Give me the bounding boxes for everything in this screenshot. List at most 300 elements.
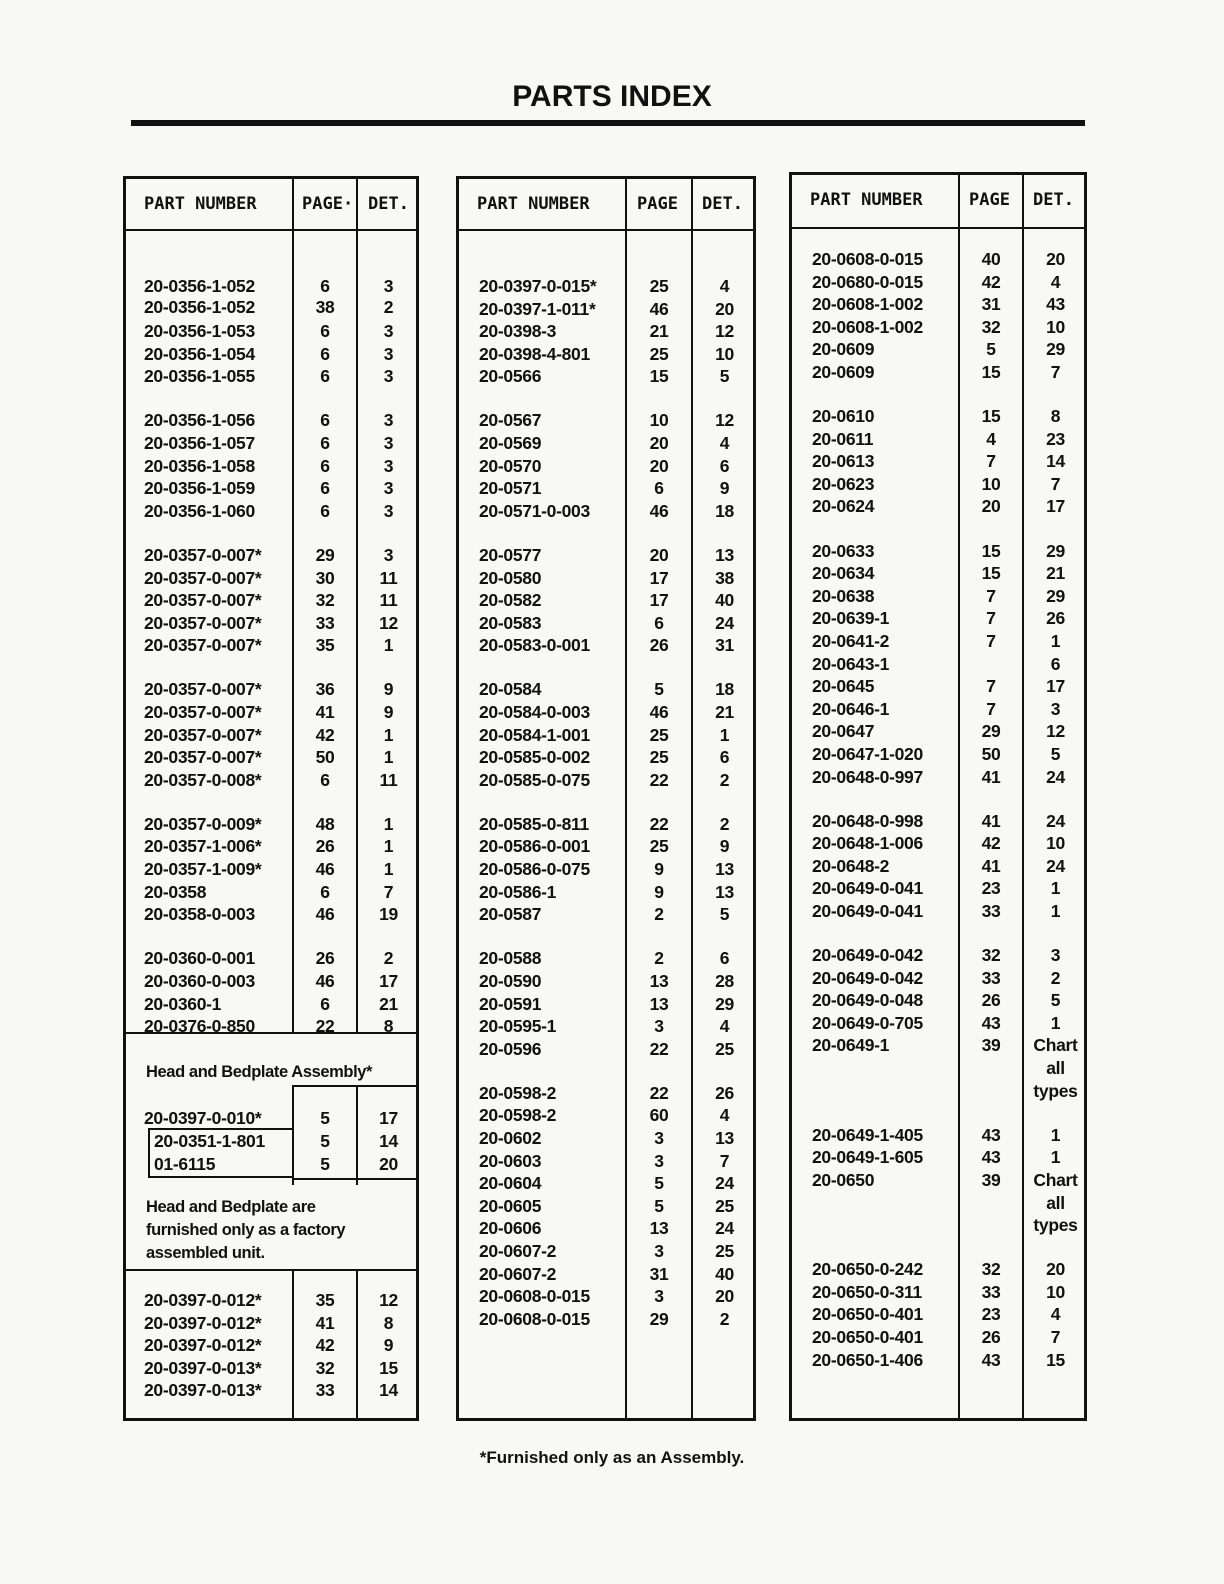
cell-part: 20-0357-0-007* (144, 612, 262, 633)
cell-det: 17 (379, 1108, 398, 1128)
cell-page: 50 (315, 747, 335, 768)
cell-part: 20-0586-0-075 (479, 859, 590, 880)
cell-det: 5 (719, 366, 730, 387)
cell-det: 4 (719, 276, 730, 296)
cell-page: 25 (649, 747, 669, 768)
cell-page: 5 (320, 1108, 330, 1128)
cell-part: 20-0649-0-048 (812, 990, 923, 1011)
cell-page: 6 (320, 366, 330, 387)
cell-part: 20-0639-1 (812, 608, 890, 629)
cell-page: 40 (981, 249, 1001, 269)
cell-det: 10 (1046, 1281, 1065, 1302)
cell-page: 42 (315, 724, 335, 745)
cell-det: 24 (1046, 766, 1065, 787)
cell-part: 20-0577 (479, 544, 542, 565)
cell-page: 42 (315, 1335, 335, 1356)
cell-det: 24 (715, 612, 734, 633)
cell-det: 1 (1050, 901, 1061, 921)
cell-det: 1 (1050, 1124, 1061, 1145)
cell-det: all (1046, 1058, 1065, 1079)
cell-det: 18 (715, 500, 734, 521)
cell-det: 20 (379, 1154, 398, 1174)
cell-part: 20-0590 (479, 970, 542, 991)
cell-page: 9 (654, 881, 664, 902)
cell-det: 6 (1050, 653, 1061, 674)
cell-page: 39 (981, 1169, 1001, 1190)
cell-part: 20-0649-1-405 (812, 1124, 923, 1145)
cell-page: 41 (981, 810, 1001, 831)
cell-part: 20-0604 (479, 1173, 542, 1194)
cell-page: 41 (981, 766, 1001, 787)
cell-det: 2 (719, 1308, 730, 1329)
cell-page: 22 (649, 1082, 669, 1103)
cell-det: 11 (379, 567, 398, 588)
cell-page: 17 (649, 567, 669, 588)
cell-part: 20-0397-0-012* (144, 1312, 262, 1333)
cell-page: 33 (981, 967, 1001, 988)
cell-part: 20-0608-1-002 (812, 316, 923, 337)
cell-part: 01-6115 (154, 1154, 216, 1174)
cell-det: types (1033, 1080, 1078, 1101)
cell-page: 6 (320, 455, 330, 476)
cell-part: 20-0356-1-056 (144, 410, 255, 431)
header-divider (459, 229, 753, 231)
cell-page: 6 (320, 881, 330, 902)
cell-det: 13 (715, 544, 734, 565)
cell-part: 20-0648-0-998 (812, 810, 923, 831)
cell-det: 4 (719, 1016, 730, 1037)
cell-part: 20-0397-0-010* (144, 1108, 262, 1128)
cell-det: 3 (1050, 698, 1061, 719)
cell-part: 20-0356-1-058 (144, 455, 255, 476)
cell-page: 6 (320, 500, 330, 521)
cell-det: 11 (379, 769, 398, 790)
cell-part: 20-0634 (812, 563, 875, 584)
cell-page: 26 (649, 635, 669, 656)
parts-table-2 (456, 176, 756, 1421)
cell-det: 13 (715, 881, 734, 902)
cell-part: 20-0596 (479, 1038, 542, 1059)
cell-det: 20 (1046, 249, 1065, 269)
header-det: DET. (702, 194, 743, 214)
cell-page: 41 (315, 702, 335, 722)
cell-page: 46 (315, 859, 335, 880)
cell-part: 20-0650-0-311 (812, 1281, 922, 1302)
cell-page: 25 (649, 343, 669, 364)
cell-page: 46 (315, 970, 335, 991)
cell-part: 20-0607-2 (479, 1241, 557, 1262)
cell-page: 33 (981, 901, 1001, 921)
cell-det: 3 (383, 433, 394, 454)
cell-page: 6 (320, 769, 330, 790)
cell-det: types (1033, 1215, 1078, 1236)
cell-page: 15 (981, 406, 1001, 427)
cell-page: 60 (649, 1105, 669, 1126)
cell-part: 20-0649-0-042 (812, 945, 923, 966)
cell-det: 19 (379, 904, 398, 925)
cell-page: 2 (654, 948, 664, 969)
cell-det: 12 (1046, 721, 1065, 742)
cell-det: 1 (383, 859, 394, 880)
cell-part: 20-0641-2 (812, 630, 890, 651)
cell-page: 41 (981, 855, 1001, 876)
cell-det: 7 (383, 881, 394, 902)
assembly-note-line: furnished only as a factory (146, 1221, 346, 1239)
cell-page: 17 (649, 590, 669, 611)
cell-det: 11 (379, 590, 398, 611)
cell-det: 43 (1046, 294, 1065, 315)
cell-det: 13 (715, 1128, 734, 1149)
cell-det: Chart (1033, 1035, 1078, 1056)
cell-page: 31 (981, 294, 1001, 315)
cell-det: 15 (379, 1357, 398, 1378)
cell-page: 20 (649, 433, 669, 454)
cell-page: 29 (315, 544, 335, 565)
cell-det: 1 (1050, 630, 1061, 651)
header-divider (126, 229, 416, 231)
cell-page: 3 (654, 1286, 664, 1307)
cell-page: 7 (986, 608, 996, 629)
cell-part: 20-0649-0-705 (812, 1012, 923, 1033)
cell-page: 2 (654, 904, 664, 925)
cell-page: 22 (649, 1038, 669, 1059)
cell-part: 20-0650-1-406 (812, 1349, 923, 1370)
cell-part: 20-0608-0-015 (479, 1308, 590, 1329)
cell-page: 46 (649, 298, 669, 319)
cell-part: 20-0584 (479, 679, 542, 700)
cell-part: 20-0586-0-001 (479, 836, 590, 857)
cell-det: 1 (383, 813, 394, 834)
cell-part: 20-0603 (479, 1150, 542, 1171)
cell-page: 6 (320, 433, 330, 454)
cell-part: 20-0360-1 (144, 993, 222, 1014)
cell-page: 26 (315, 948, 335, 969)
cell-page: 32 (315, 1357, 335, 1378)
header-det: DET. (368, 194, 409, 214)
cell-part: 20-0585-0-811 (479, 813, 589, 834)
cell-det: 21 (379, 993, 398, 1014)
assembly-rows-bottom-rule (292, 1178, 416, 1180)
cell-page: 9 (654, 859, 664, 880)
cell-page: 33 (981, 1281, 1001, 1302)
cell-page: 33 (315, 612, 335, 633)
cell-det: 2 (383, 948, 394, 969)
cell-part: 20-0608-1-002 (812, 294, 923, 315)
cell-part: 20-0645 (812, 676, 875, 697)
cell-part: 20-0398-4-801 (479, 343, 590, 364)
cell-det: 3 (383, 410, 394, 431)
cell-det: 9 (383, 1335, 394, 1356)
title-rule (131, 120, 1085, 126)
cell-part: 20-0356-1-054 (144, 343, 255, 364)
cell-det: 1 (1050, 1147, 1061, 1168)
assembly-bottom-rule (126, 1269, 416, 1271)
cell-part: 20-0648-0-997 (812, 766, 923, 787)
header-page: PAGE (637, 194, 678, 214)
cell-page: 10 (649, 410, 669, 431)
cell-part: 20-0595-1 (479, 1016, 557, 1037)
cell-page: 25 (649, 724, 669, 745)
cell-det: 13 (715, 859, 734, 880)
cell-part: 20-0357-0-007* (144, 702, 262, 722)
cell-part: 20-0680-0-015 (812, 271, 923, 292)
cell-det: 4 (1050, 1304, 1061, 1325)
cell-det: 12 (715, 321, 734, 342)
cell-det: 14 (379, 1380, 398, 1401)
cell-part: 20-0649-0-042 (812, 967, 923, 988)
cell-det: 9 (719, 836, 730, 857)
cell-part: 20-0648-1-006 (812, 833, 923, 854)
cell-part: 20-0582 (479, 590, 542, 611)
header-part-number: PART NUMBER (810, 190, 923, 210)
cell-part: 20-0643-1 (812, 653, 890, 674)
header-page: PAGE (969, 190, 1010, 210)
cell-part: 20-0610 (812, 406, 875, 427)
cell-part: 20-0585-0-002 (479, 747, 590, 768)
cell-det: 29 (1046, 540, 1065, 561)
cell-det: 10 (715, 343, 734, 364)
parts-table-1 (123, 176, 419, 1421)
cell-det: 24 (715, 1173, 734, 1194)
cell-page: 7 (986, 630, 996, 651)
cell-det: 9 (383, 702, 394, 722)
cell-det: 23 (1046, 428, 1065, 449)
cell-det: 15 (1046, 1349, 1065, 1370)
cell-det: 2 (1050, 967, 1061, 988)
cell-part: 20-0397-0-015* (479, 276, 597, 296)
cell-page: 46 (649, 500, 669, 521)
cell-part: 20-0649-0-041 (812, 901, 923, 921)
cell-det: 17 (379, 970, 398, 991)
cell-page: 25 (649, 836, 669, 857)
cell-page: 26 (315, 836, 335, 857)
cell-part: 20-0360-0-003 (144, 970, 255, 991)
cell-det: 2 (719, 769, 730, 790)
cell-det: 1 (1050, 1012, 1061, 1033)
cell-det: 26 (715, 1082, 734, 1103)
cell-part: 20-0583-0-001 (479, 635, 590, 656)
cell-det: 10 (1046, 833, 1065, 854)
cell-part: 20-0650-0-242 (812, 1259, 923, 1280)
cell-part: 20-0567 (479, 410, 542, 431)
cell-det: 6 (719, 948, 730, 969)
cell-part: 20-0356-1-052 (144, 276, 255, 296)
cell-det: all (1046, 1192, 1065, 1213)
cell-det: 3 (383, 544, 394, 565)
cell-page: 7 (986, 676, 996, 697)
cell-part: 20-0649-1-605 (812, 1147, 923, 1168)
cell-det: 38 (715, 567, 734, 588)
footnote: *Furnished only as an Assembly. (479, 1448, 745, 1467)
cell-page: 46 (649, 702, 669, 722)
cell-page: 6 (320, 321, 330, 342)
cell-part: 20-0569 (479, 433, 542, 454)
cell-page: 5 (654, 679, 664, 700)
cell-part: 20-0598-2 (479, 1105, 557, 1126)
cell-det: 40 (715, 590, 734, 611)
cell-part: 20-0571 (479, 478, 542, 499)
cell-part: 20-0357-0-007* (144, 590, 262, 611)
cell-det: 4 (719, 433, 730, 454)
cell-page: 38 (315, 296, 335, 317)
assembly-label: Head and Bedplate Assembly* (146, 1063, 373, 1081)
cell-page: 6 (320, 993, 330, 1014)
cell-part: 20-0591 (479, 993, 542, 1014)
cell-part: 20-0648-2 (812, 855, 890, 876)
cell-det: 21 (1046, 563, 1065, 584)
cell-det: 25 (715, 1038, 734, 1059)
cell-page: 25 (649, 276, 669, 296)
cell-part: 20-0570 (479, 455, 542, 476)
assembly-label-rule (292, 1085, 416, 1087)
cell-det: 3 (383, 343, 394, 364)
cell-part: 20-0650-0-401 (812, 1304, 923, 1325)
cell-part: 20-0605 (479, 1195, 542, 1216)
cell-det: Chart (1033, 1169, 1078, 1190)
cell-part: 20-0356-1-052 (144, 296, 255, 317)
cell-page: 30 (315, 567, 335, 588)
cell-page: 26 (981, 990, 1001, 1011)
cell-det: 20 (715, 1286, 734, 1307)
cell-part: 20-0566 (479, 366, 542, 387)
cell-part: 20-0624 (812, 496, 875, 517)
assembly-bracket (148, 1128, 150, 1178)
cell-det: 4 (719, 1105, 730, 1126)
cell-part: 20-0351-1-801 (154, 1131, 265, 1151)
cell-det: 5 (1050, 990, 1061, 1011)
cell-det: 29 (1046, 585, 1065, 606)
cell-page: 26 (981, 1327, 1001, 1348)
cell-det: 14 (1046, 451, 1065, 472)
cell-page: 23 (981, 1304, 1001, 1325)
cell-part: 20-0358-0-003 (144, 904, 255, 925)
assembly-bracket (148, 1176, 294, 1178)
cell-part: 20-0608-0-015 (479, 1286, 590, 1307)
cell-page: 3 (654, 1016, 664, 1037)
cell-det: 3 (383, 276, 394, 296)
cell-page: 32 (981, 945, 1001, 966)
header-part-number: PART NUMBER (144, 194, 257, 214)
cell-page: 22 (649, 769, 669, 790)
cell-part: 20-0586-1 (479, 881, 557, 902)
assembly-note-line: Head and Bedplate are (146, 1198, 316, 1216)
cell-det: 24 (1046, 855, 1065, 876)
cell-det: 29 (715, 993, 734, 1014)
cell-page: 46 (315, 904, 335, 925)
cell-page: 15 (981, 540, 1001, 561)
cell-det: 1 (383, 836, 394, 857)
cell-part: 20-0587 (479, 904, 542, 925)
cell-det: 3 (383, 455, 394, 476)
cell-det: 4 (1050, 271, 1061, 292)
page-title: PARTS INDEX (512, 80, 712, 113)
cell-page: 7 (986, 585, 996, 606)
cell-part: 20-0650-0-401 (812, 1327, 923, 1348)
cell-part: 20-0357-0-007* (144, 635, 262, 656)
cell-page: 4 (986, 428, 996, 449)
cell-part: 20-0357-0-008* (144, 769, 262, 790)
cell-part: 20-0356-1-053 (144, 321, 255, 342)
cell-page: 15 (649, 366, 669, 387)
cell-det: 1 (1050, 878, 1061, 899)
header-page: PAGE· (302, 194, 354, 214)
cell-part: 20-0606 (479, 1218, 542, 1239)
cell-det: 2 (719, 813, 730, 834)
header-divider (792, 227, 1084, 229)
cell-page: 5 (986, 339, 996, 360)
cell-page: 3 (654, 1241, 664, 1262)
cell-part: 20-0584-0-003 (479, 702, 590, 722)
cell-part: 20-0357-1-009* (144, 859, 262, 880)
cell-page: 29 (981, 721, 1001, 742)
cell-part: 20-0646-1 (812, 698, 890, 719)
cell-det: 3 (1050, 945, 1061, 966)
cell-det: 6 (719, 747, 730, 768)
cell-page: 32 (315, 590, 335, 611)
cell-part: 20-0647-1-020 (812, 743, 923, 764)
cell-part: 20-0360-0-001 (144, 948, 255, 969)
cell-part: 20-0583 (479, 612, 542, 633)
cell-part: 20-0647 (812, 721, 875, 742)
cell-part: 20-0611 (812, 428, 874, 449)
cell-page: 6 (320, 276, 330, 296)
cell-det: 29 (1046, 339, 1065, 360)
cell-det: 31 (715, 635, 734, 656)
cell-det: 7 (1050, 1327, 1061, 1348)
cell-part: 20-0397-1-011* (479, 298, 596, 319)
cell-det: 1 (383, 635, 394, 656)
cell-page: 20 (981, 496, 1001, 517)
cell-part: 20-0608-0-015 (812, 249, 923, 269)
cell-page: 42 (981, 271, 1001, 292)
cell-page: 6 (654, 478, 664, 499)
cell-page: 43 (981, 1124, 1001, 1145)
cell-page: 42 (981, 833, 1001, 854)
cell-det: 26 (1046, 608, 1065, 629)
cell-page: 32 (981, 1259, 1001, 1280)
cell-page: 5 (654, 1173, 664, 1194)
cell-det: 12 (379, 1290, 398, 1310)
cell-part: 20-0649-0-041 (812, 878, 923, 899)
header-part-number: PART NUMBER (477, 194, 590, 214)
cell-part: 20-0376-0-850 (144, 1016, 255, 1037)
cell-page: 43 (981, 1012, 1001, 1033)
cell-det: 6 (719, 455, 730, 476)
cell-page: 23 (981, 878, 1001, 899)
cell-det: 8 (383, 1312, 394, 1333)
cell-page: 5 (654, 1195, 664, 1216)
cell-page: 15 (981, 563, 1001, 584)
cell-page: 22 (649, 813, 669, 834)
cell-det: 14 (379, 1131, 398, 1151)
cell-part: 20-0357-0-007* (144, 544, 262, 565)
cell-page: 20 (649, 544, 669, 565)
cell-page: 33 (315, 1380, 335, 1401)
cell-det: 2 (383, 296, 394, 317)
cell-part: 20-0397-0-012* (144, 1290, 262, 1310)
cell-det: 5 (1050, 743, 1061, 764)
cell-det: 24 (1046, 810, 1065, 831)
cell-det: 7 (719, 1150, 730, 1171)
cell-det: 7 (1050, 362, 1061, 382)
cell-det: 21 (715, 702, 734, 722)
cell-det: 1 (719, 724, 730, 745)
cell-det: 3 (383, 321, 394, 342)
cell-part: 20-0650 (812, 1169, 875, 1190)
cell-part: 20-0356-1-057 (144, 433, 255, 454)
cell-part: 20-0357-0-007* (144, 747, 262, 768)
cell-page: 43 (981, 1147, 1001, 1168)
